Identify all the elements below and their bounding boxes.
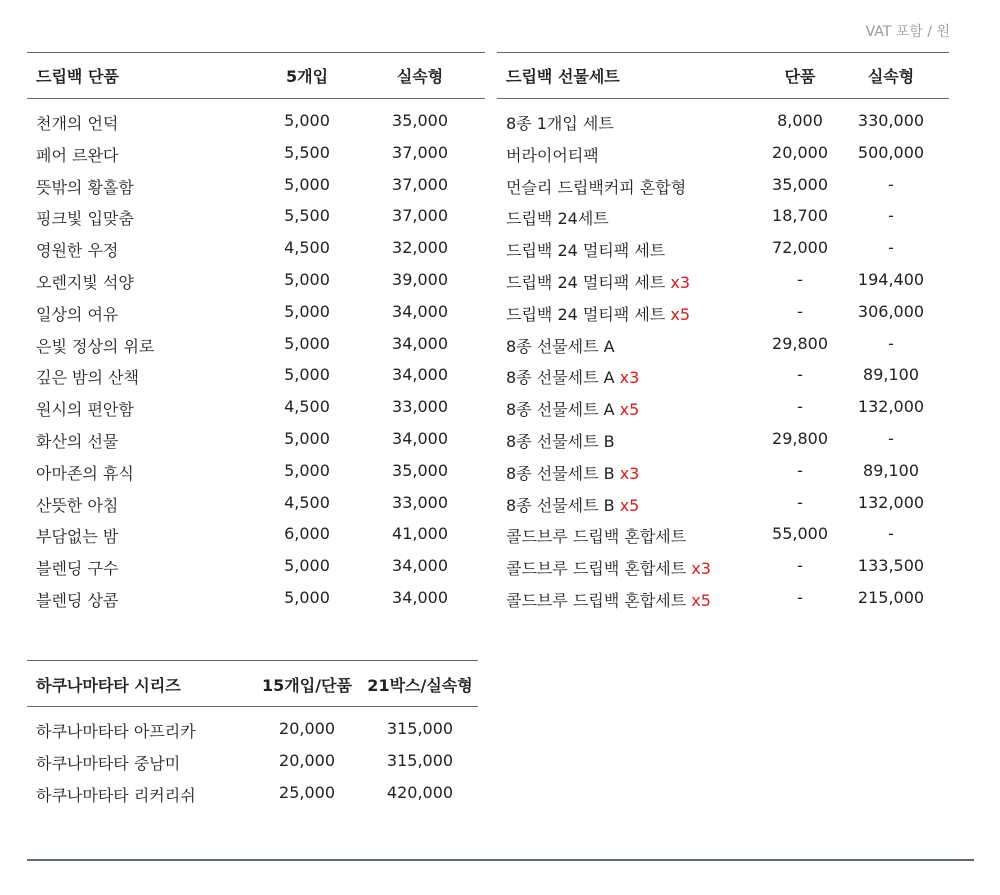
single-cell-qty: 5,000: [284, 429, 330, 448]
single-cell-name: 오렌지빛 석양: [36, 273, 134, 292]
hakuna-cell-unit: 20,000: [279, 719, 335, 738]
gift-cell-name-wrap: [506, 365, 639, 388]
hakuna-cell-unit: 20,000: [279, 751, 335, 770]
gift-cell-name-wrap: [506, 429, 615, 452]
gift-cell-name-wrap: [506, 270, 690, 293]
hakuna-header-box: 21박스/실속형: [367, 676, 473, 695]
single-cell-value: 34,000: [392, 588, 448, 607]
single-cell-qty: 5,500: [284, 206, 330, 226]
gift-cell-single: -: [797, 301, 803, 321]
gift-multiplier: x5: [619, 400, 640, 420]
gift-cell-name: 드립백 24 멀티팩 세트: [506, 273, 671, 292]
hakuna-cell-unit: 25,000: [279, 783, 335, 802]
single-cell-value: 34,000: [392, 365, 448, 385]
single-cell-qty: 5,500: [284, 142, 330, 162]
gift-cell-value: -: [888, 174, 894, 194]
hakuna-cell-box: 315,000: [386, 751, 454, 770]
single-cell-qty: 5,000: [284, 365, 330, 385]
gift-cell-value: 194,400: [857, 270, 925, 289]
gift-cell-name-wrap: [506, 143, 599, 166]
gift-multiplier: x5: [619, 495, 640, 515]
single-cell-name: 영원한 우정: [36, 241, 119, 261]
single-cell-value: 34,000: [392, 333, 448, 353]
gift-cell-value: 133,500: [857, 556, 925, 576]
gift-cell-single: -: [797, 270, 803, 289]
gift-cell-name-wrap: [506, 302, 690, 325]
single-cell-name: 깊은 밤의 산책: [36, 368, 139, 388]
single-cell-name: 부담없는 밤: [36, 527, 119, 547]
gift-cell-name-wrap: [506, 175, 686, 198]
single-cell-qty: 4,500: [284, 397, 330, 417]
gift-cell-value: -: [888, 206, 894, 226]
gift-cell-single: 29,800: [772, 429, 828, 448]
gift-cell-single: -: [797, 460, 803, 480]
gift-cell-name: 버라이어티팩: [506, 145, 599, 165]
single-header-value: 실속형: [396, 67, 444, 86]
single-header-name: 드립백 단품: [36, 67, 119, 86]
gift-cell-value: -: [888, 524, 894, 544]
gift-cell-name: 8종 선물세트 B: [506, 432, 615, 451]
single-cell-qty: 5,000: [284, 111, 330, 130]
gift-cell-name: 콜드브루 드립백 혼합세트: [506, 559, 692, 579]
gift-multiplier: x3: [619, 463, 640, 483]
single-cell-value: 41,000: [392, 524, 448, 544]
gift-cell-value: -: [888, 333, 894, 353]
single-cell-qty: 5,000: [284, 301, 330, 321]
single-cell-value: 33,000: [392, 397, 448, 417]
bottom-rule: [27, 859, 974, 861]
single-cell-qty: 5,000: [284, 270, 330, 289]
single-cell-qty: 5,000: [284, 588, 330, 607]
gift-cell-name: 8종 선물세트 A: [506, 368, 620, 388]
gift-cell-single: 8,000: [777, 111, 823, 130]
gift-header-single: 단품: [784, 67, 816, 86]
gift-cell-name: 먼슬리 드립백커피 혼합형: [506, 177, 687, 197]
single-cell-qty: 5,000: [284, 333, 330, 353]
gift-multiplier: x3: [619, 368, 640, 388]
single-cell-name: 산뜻한 아침: [36, 495, 119, 515]
single-cell-value: 35,000: [392, 111, 448, 130]
hakuna-header-rule: [27, 706, 478, 707]
gift-cell-value: 89,100: [863, 460, 919, 480]
single-cell-name: 핑크빛 입맞춤: [36, 209, 134, 229]
hakuna-cell-name: 하쿠나마타타 리커리쉬: [36, 786, 196, 805]
single-cell-name: 블렌딩 상콤: [36, 591, 119, 610]
single-cell-value: 32,000: [392, 238, 448, 258]
gift-cell-single: -: [797, 365, 803, 385]
single-cell-qty: 4,500: [284, 238, 330, 258]
hakuna-top-rule: [27, 660, 478, 661]
gift-cell-value: 306,000: [857, 301, 925, 321]
single-cell-name: 아마존의 휴식: [36, 463, 134, 483]
single-cell-value: 37,000: [392, 142, 448, 162]
gift-cell-single: -: [797, 492, 803, 512]
gift-cell-value: 500,000: [857, 142, 925, 162]
single-cell-name: 페어 르완다: [36, 145, 119, 165]
single-cell-name: 천개의 언덕: [36, 114, 119, 133]
gift-cell-value: 215,000: [857, 588, 925, 607]
gift-multiplier: x3: [691, 559, 711, 579]
single-cell-name: 화산의 선물: [36, 432, 119, 451]
single-cell-qty: 5,000: [284, 556, 330, 576]
single-cell-qty: 5,000: [284, 174, 330, 194]
single-cell-qty: 6,000: [284, 524, 330, 544]
gift-cell-single: 18,700: [772, 206, 828, 226]
gift-cell-name: 8종 선물세트 B: [506, 495, 620, 515]
single-cell-name: 뜻밖의 황홀함: [36, 177, 134, 197]
gift-cell-name: 8종 선물세트 A: [506, 400, 620, 420]
gift-cell-name-wrap: [506, 461, 639, 484]
gift-cell-value: 132,000: [857, 492, 925, 512]
hakuna-cell-box: 420,000: [386, 783, 454, 802]
hakuna-cell-name: 하쿠나마타타 아프리카: [36, 722, 196, 741]
hakuna-cell-box: 315,000: [386, 719, 454, 738]
gift-cell-name-wrap: [506, 206, 609, 229]
single-cell-name: 일상의 여유: [36, 304, 119, 324]
gift-cell-name-wrap: [506, 588, 711, 611]
gift-header-name: 드립백 선물세트: [506, 67, 620, 86]
gift-cell-name: 8종 1개입 세트: [506, 114, 614, 133]
gift-cell-name-wrap: [506, 397, 639, 420]
single-cell-value: 34,000: [392, 301, 448, 321]
gift-cell-value: 89,100: [863, 365, 919, 385]
gift-cell-name: 8종 선물세트 A: [506, 336, 615, 356]
gift-cell-value: -: [888, 429, 894, 448]
single-cell-name: 원시의 편안함: [36, 400, 134, 420]
gift-cell-single: 29,800: [772, 333, 828, 353]
single-cell-name: 은빛 정상의 위로: [36, 336, 155, 356]
gift-multiplier: x5: [670, 304, 691, 324]
single-top-rule: [27, 52, 485, 53]
single-cell-value: 39,000: [392, 270, 448, 289]
gift-cell-value: 330,000: [857, 111, 925, 130]
gift-cell-name: 드립백 24 멀티팩 세트: [506, 241, 666, 261]
single-cell-qty: 5,000: [284, 460, 330, 480]
gift-cell-name-wrap: [506, 493, 639, 516]
gift-cell-single: -: [797, 556, 803, 576]
single-cell-value: 37,000: [392, 206, 448, 226]
gift-header-rule: [497, 98, 949, 99]
hakuna-header-name: 하쿠나마타타 시리즈: [36, 676, 181, 695]
gift-cell-name-wrap: [506, 238, 665, 261]
single-cell-value: 35,000: [392, 460, 448, 480]
gift-cell-single: -: [797, 397, 803, 417]
single-cell-value: 34,000: [392, 429, 448, 448]
single-header-rule: [27, 98, 485, 99]
gift-cell-name: 드립백 24 멀티팩 세트: [506, 304, 671, 324]
single-cell-qty: 4,500: [284, 492, 330, 512]
gift-multiplier: x5: [691, 591, 711, 610]
gift-header-value: 실속형: [867, 67, 915, 86]
gift-cell-single: 35,000: [772, 174, 828, 194]
gift-cell-name-wrap: [506, 334, 615, 357]
gift-cell-name: 콜드브루 드립백 혼합세트: [506, 527, 687, 547]
gift-cell-name: 콜드브루 드립백 혼합세트: [506, 591, 692, 610]
gift-cell-single: 20,000: [772, 142, 828, 162]
single-cell-value: 37,000: [392, 174, 448, 194]
gift-cell-single: 55,000: [772, 524, 828, 544]
gift-multiplier: x3: [670, 273, 691, 292]
gift-cell-name-wrap: [506, 556, 711, 579]
hakuna-cell-name: 하쿠나마타타 중남미: [36, 754, 181, 773]
gift-cell-name: 드립백 24세트: [506, 209, 609, 229]
gift-cell-name-wrap: [506, 111, 614, 134]
vat-note: VAT 포함 / 원: [865, 24, 950, 40]
gift-cell-single: 72,000: [772, 238, 828, 258]
single-cell-name: 블렌딩 구수: [36, 559, 119, 579]
gift-cell-value: 132,000: [857, 397, 925, 417]
single-cell-value: 34,000: [392, 556, 448, 576]
gift-cell-name: 8종 선물세트 B: [506, 463, 620, 483]
gift-cell-single: -: [797, 588, 803, 607]
gift-top-rule: [497, 52, 949, 53]
gift-cell-value: -: [888, 238, 894, 258]
single-cell-value: 33,000: [392, 492, 448, 512]
hakuna-header-unit: 15개입/단품: [262, 676, 352, 695]
gift-cell-name-wrap: [506, 524, 686, 547]
single-header-qty: 5개입: [285, 67, 329, 86]
